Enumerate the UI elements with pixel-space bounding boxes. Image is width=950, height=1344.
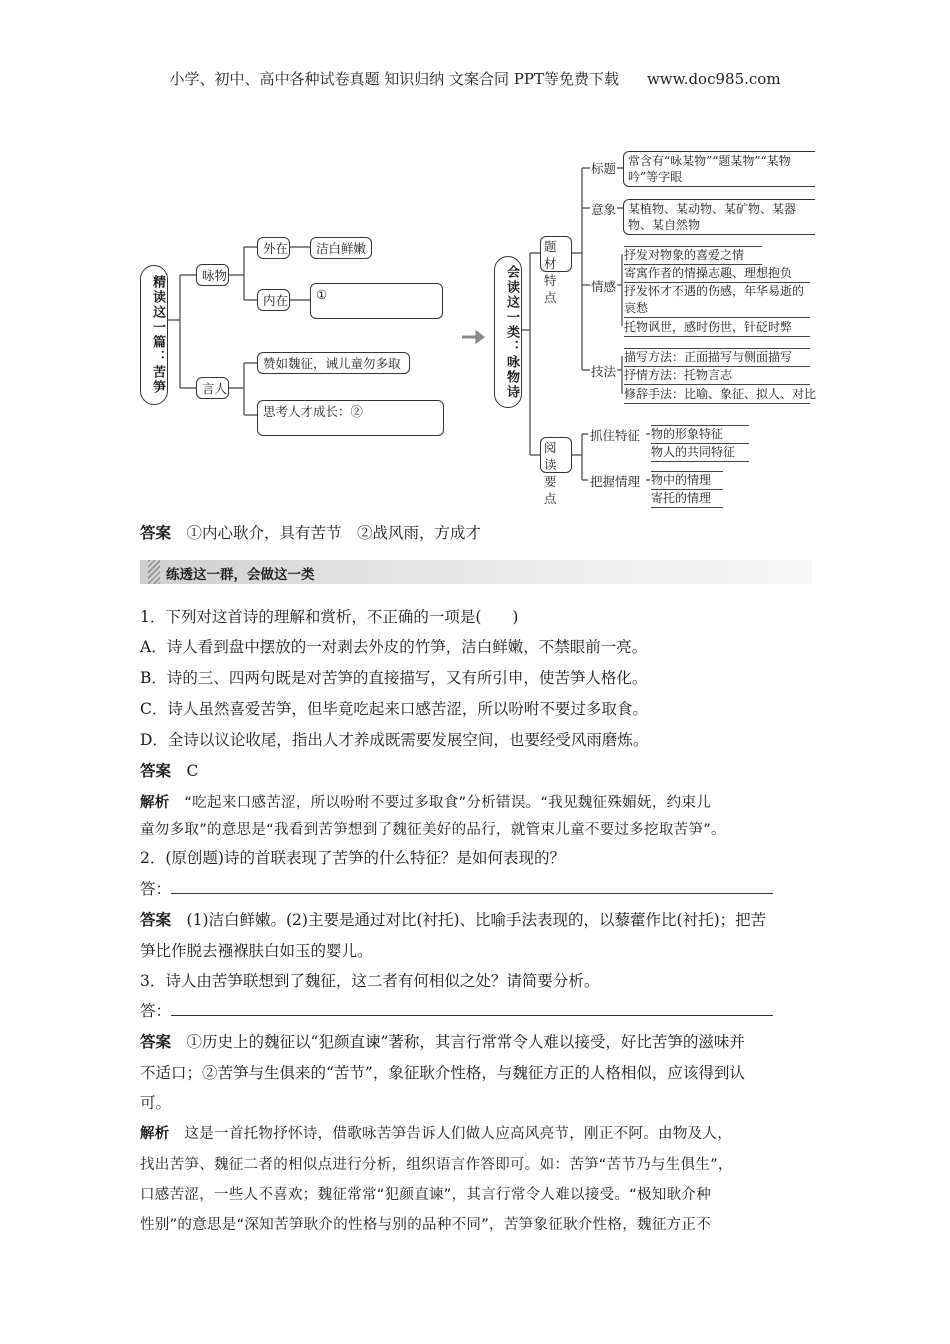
q3-answer-blank[interactable] [171, 1001, 773, 1016]
q3-da: 答： [140, 1002, 172, 1020]
q3-jiexi-line1 [140, 1122, 732, 1143]
q3-answer-line[interactable] [140, 999, 773, 1021]
q3-answer-1 [140, 1030, 745, 1052]
qg-item-4: 托物讽世，感时伤世，针砭时弊 [624, 319, 810, 337]
label-bawo: 把握情理 [590, 474, 641, 489]
q2-stem: 2．(原创题)诗的首联表现了苦笋的什么特征？是如何表现的？ [140, 849, 565, 867]
header-text: 小学、初中、高中各种试卷真题 知识归纳 文案合同 PPT等免费下载 [169, 70, 619, 88]
q2-answer-1 [140, 908, 766, 930]
label-qinggan: 情感 [591, 279, 617, 294]
q1-jiexi-label: 解析 [140, 795, 170, 811]
jf-item-2: 抒情方法：托物言志 [624, 367, 810, 385]
q3-jiexi-text1: 这是一首托物抒怀诗，借歌咏苦笋告诉人们做人应高风亮节，刚正不阿。由物及人， [184, 1126, 733, 1142]
qg-item-2: 寄寓作者的情操志趣、理想抱负 [624, 265, 810, 283]
q2-da: 答： [140, 880, 172, 898]
q1-jiexi-line2: 童勿多取”的意思是“我看到苦笋想到了魏征美好的品行，就管束儿童不要过多挖取苦笋”。 [140, 822, 726, 838]
node-neizai: 内在 [257, 289, 290, 311]
node-biaoti: 常含有“咏某物”“题某物”“某物吟”等字眼 [623, 151, 815, 187]
q3-answer-label: 答案 [140, 1032, 172, 1051]
node-waizai: 外在 [257, 237, 290, 259]
q1-jiexi-line1 [140, 791, 711, 812]
answer-text: ①内心耿介，具有苦节 ②战风雨，方成才 [186, 524, 482, 542]
q1-stem: 1．下列对这首诗的理解和赏析，不正确的一项是( ) [140, 608, 519, 626]
qg-item-1: 抒发对物象的喜爱之情 [624, 246, 762, 265]
bw-item-2: 寄托的情理 [651, 490, 723, 508]
label-biaoti: 标题 [591, 161, 617, 176]
zz-item-1: 物的形象特征 [651, 425, 749, 444]
q1-option-d: D．全诗以议论收尾，指出人才养成既需要发展空间，也要经受风雨磨炼。 [140, 731, 649, 749]
q3-answer-2: 不适口；②苦笋与生俱来的“苦节”，象征耿介性格，与魏征方正的人格相似，应该得到认 [140, 1064, 745, 1082]
bw-item-1: 物中的情理 [651, 471, 723, 490]
q1-option-b: B．诗的三、四两句既是对苦笋的直接描写，又有所引申，使苦笋人格化。 [140, 669, 648, 687]
section-title: 练透这一群，会做这一类 [166, 567, 315, 583]
node-yongwu: 咏物 [196, 264, 229, 286]
q1-jiexi-text1: “吃起来口感苦涩，所以吩咐不要过多取食”分析错误。“我见魏征殊媚妩，约束儿 [184, 795, 712, 811]
page-header [0, 68, 950, 89]
q3-jiexi-line4: 性别”的意思是“深知苦笋耿介的性格与别的品种不同”，苦笋象征耿介性格，魏征方正不 [140, 1217, 712, 1233]
q2-answer-label: 答案 [140, 910, 172, 929]
label-zhuazhu: 抓住特征 [590, 428, 641, 443]
node-yuedu: 阅读要点 [540, 437, 572, 473]
q2-answer-text1: (1)洁白鲜嫩。(2)主要是通过对比(衬托)、比喻手法表现的，以藜藿作比(衬托)；把苦 [186, 911, 767, 929]
q3-jiexi-line3: 口感苦涩，一些人不喜欢；魏征常常“犯颜直谏”，其言行常令人难以接受。“极知耿介种 [140, 1187, 712, 1203]
q1-answer-label: 答案 [140, 761, 172, 780]
section-bar [140, 560, 812, 584]
node-blank1: ① [310, 283, 443, 319]
answer-label: 答案 [140, 523, 172, 542]
header-site: www.doc985.com [646, 70, 781, 88]
q2-answer-2: 笋比作脱去襁褓肤白如玉的婴儿。 [140, 942, 373, 960]
left-title: 精读这一篇：苦笋 [140, 265, 168, 405]
q1-option-a: A．诗人看到盘中摆放的一对剥去外皮的竹笋，洁白鲜嫩，不禁眼前一亮。 [140, 638, 648, 656]
node-ticai: 题材特点 [540, 236, 572, 272]
node-zanru: 赞如魏征，诫儿童勿多取 [257, 352, 410, 374]
jf-item-3: 修辞手法：比喻、象征、拟人、对比 [624, 386, 810, 404]
section-stripe [148, 560, 160, 584]
q3-jiexi-label: 解析 [140, 1126, 170, 1142]
node-sikao: 思考人才成长：② [257, 400, 444, 436]
q1-answer-value: C [186, 762, 199, 780]
q2-answer-blank[interactable] [171, 879, 773, 894]
q3-jiexi-line2: 找出苦笋、魏征二者的相似点进行分析，组织语言作答即可。如：苦笋“苦节乃与生俱生”， [140, 1157, 733, 1173]
jf-item-1: 描写方法：正面描写与侧面描写 [624, 348, 810, 367]
q1-answer [140, 759, 198, 781]
q1-option-c: C．诗人虽然喜爱苦笋，但毕竟吃起来口感苦涩，所以吩咐不要过多取食。 [140, 700, 648, 718]
answer-0 [140, 521, 481, 543]
node-yixiang: 某植物、某动物、某矿物、某器物、某自然物 [623, 199, 815, 235]
q3-answer-3: 可。 [140, 1094, 172, 1112]
qg-item-3: 抒发怀才不遇的伤感，年华易逝的哀愁 [624, 283, 810, 318]
node-yanren: 言人 [196, 377, 229, 399]
right-title: 会读这一类：咏物诗 [494, 256, 522, 408]
q2-answer-line[interactable] [140, 877, 773, 899]
q3-answer-text1: ①历史上的魏征以“犯颜直谏”著称，其言行常常令人难以接受，好比苦笋的滋味并 [186, 1033, 745, 1051]
label-jifa: 技法 [591, 364, 617, 379]
zz-item-2: 物人的共同特征 [651, 444, 749, 462]
q3-stem: 3．诗人由苦笋联想到了魏征，这二者有何相似之处？请简要分析。 [140, 972, 600, 990]
label-yixiang: 意象 [591, 202, 617, 217]
node-jiebai: 洁白鲜嫩 [310, 237, 372, 259]
